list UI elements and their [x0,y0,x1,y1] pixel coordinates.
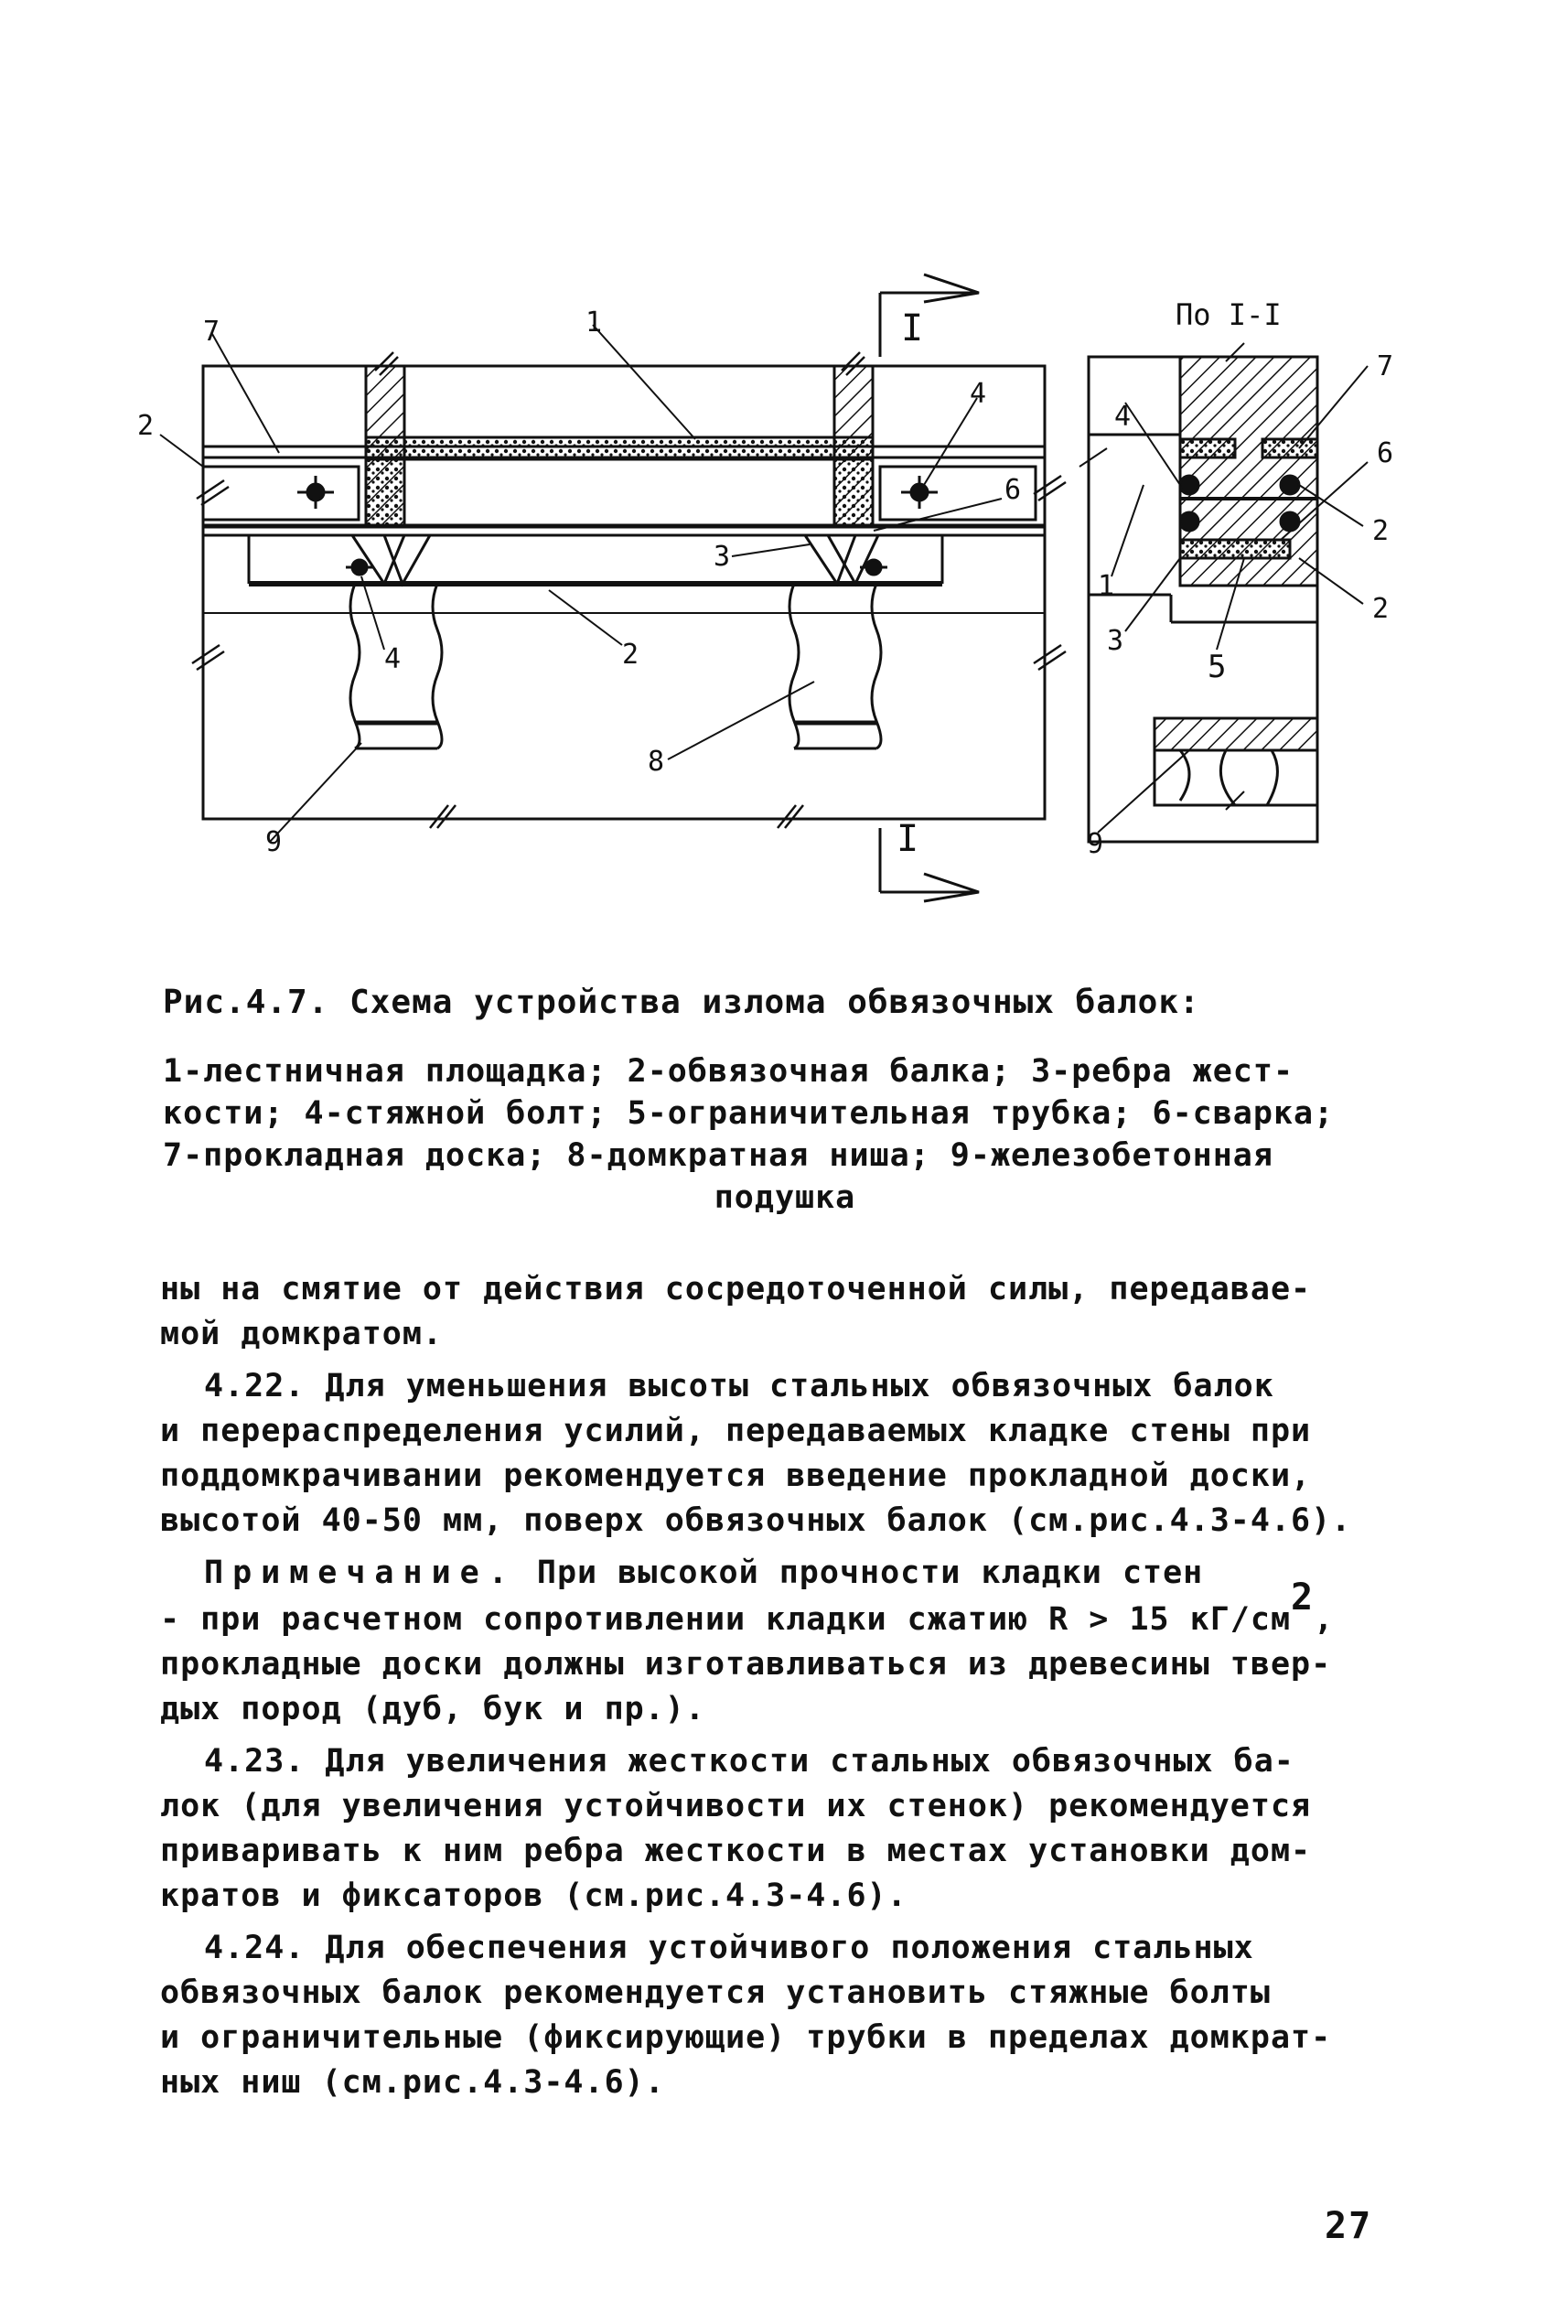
text-line: и ограничительные (фиксирующие) трубки в пределах домкрат- [160,2019,1332,2056]
text-line: 4.22. Для уменьшения высоты стальных обвязочных балок [204,1368,1274,1404]
text-line: ны на смятие от действия сосредоточенной силы, передавае- [160,1271,1312,1307]
figure-legend [163,1050,1407,1219]
text-line: обвязочных балок рекомендуется установить стяжные болты [160,1974,1271,2011]
note-label: Примечание. [204,1555,517,1591]
callout-label: 2 [1372,515,1390,547]
callout-label: 4 [970,378,987,410]
paragraph [160,1267,1413,1357]
callout-label: 8 [648,746,665,778]
callout-label: 7 [203,316,220,348]
callout-label: 6 [1004,474,1022,506]
text-line: высотой 40-50 мм, поверх обвязочных балок (см.рис.4.3-4.6). [160,1502,1352,1539]
callout-label: 4 [384,643,402,675]
stiffening-rib-right [805,535,855,584]
callout-label: 3 [1107,625,1124,657]
legend-line: 1-лестничная площадка; 2-обвязочная балка; 3-ребра жест- [163,1053,1294,1090]
superscript: 2 [1291,1576,1315,1619]
note-paragraph [160,1551,1413,1732]
text-line: дых пород (дуб, бук и пр.). [160,1691,705,1727]
legend-line: кости; 4-стяжной болт; 5-ограничительная трубка; 6-сварка; [163,1095,1335,1132]
text-line: кратов и фиксаторов (см.рис.4.3-4.6). [160,1877,908,1914]
text-line: прокладные доски должны изготавливаться из древесины твер- [160,1646,1332,1683]
callout-label: 9 [1087,828,1104,860]
callout-label: 3 [714,541,731,573]
callout-label: 2 [137,410,155,442]
text-line: мой домкратом. [160,1316,444,1352]
figure-caption: Рис.4.7. Схема устройства излома обвязочных балок: [163,984,1200,1021]
callout-label: 6 [1377,437,1394,469]
paragraph-4-24 [160,1926,1413,2105]
landing-slab [366,437,873,459]
plan-view [160,274,1066,901]
text-line [160,1551,1413,1596]
note-text: - при расчетном сопротивлении кладки сжатию R > 15 кГ/см [160,1601,1292,1638]
legend-line: 7-прокладная доска; 8-домкратная ниша; 9-железобетонная [163,1137,1273,1174]
text-line [160,1576,1413,1642]
callout-label: 9 [265,826,283,858]
text-line: ных ниш (см.рис.4.3-4.6). [160,2064,665,2101]
wall-outline [203,366,1045,819]
text-line: приваривать к ним ребра жесткости в местах установки дом- [160,1833,1312,1869]
note-text: , [1314,1601,1335,1638]
paragraph-4-22 [160,1364,1413,1544]
body-text [160,1267,1413,2113]
paragraph-4-23 [160,1739,1413,1919]
text-line: 4.23. Для увеличения жесткости стальных обвязочных ба- [204,1743,1294,1780]
callout-label: 1 [1098,570,1115,602]
text-line: лок (для увеличения устойчивости их стенок) рекомендуется [160,1788,1312,1824]
callout-label: 2 [622,639,639,671]
callout-label: 2 [1372,593,1390,625]
cut-mark-label: I [901,307,924,350]
section-cut-marker [880,274,979,901]
text-line: и перераспределения усилий, передаваемых кладке стены при [160,1413,1312,1449]
page-number: 27 [1325,2205,1373,2247]
legend-line: подушка [714,1179,856,1216]
callout-label: 4 [1114,401,1132,433]
section-title: По I-I [1176,297,1282,332]
text-line: поддомкрачивании рекомендуется введение прокладной доски, [160,1458,1312,1494]
bolt-icon [901,476,938,509]
callout-label: 5 [1208,649,1227,685]
bolt-icon [297,476,334,509]
text-line: 4.24. Для обеспечения устойчивого положения стальных [204,1930,1254,1966]
callout-label: 7 [1377,350,1394,382]
cut-mark-label: I [897,818,919,860]
callout-label: 1 [585,307,603,339]
technical-drawing [0,0,1568,952]
concrete-pad [1155,718,1317,750]
note-text: При высокой прочности кладки стен [516,1555,1204,1591]
